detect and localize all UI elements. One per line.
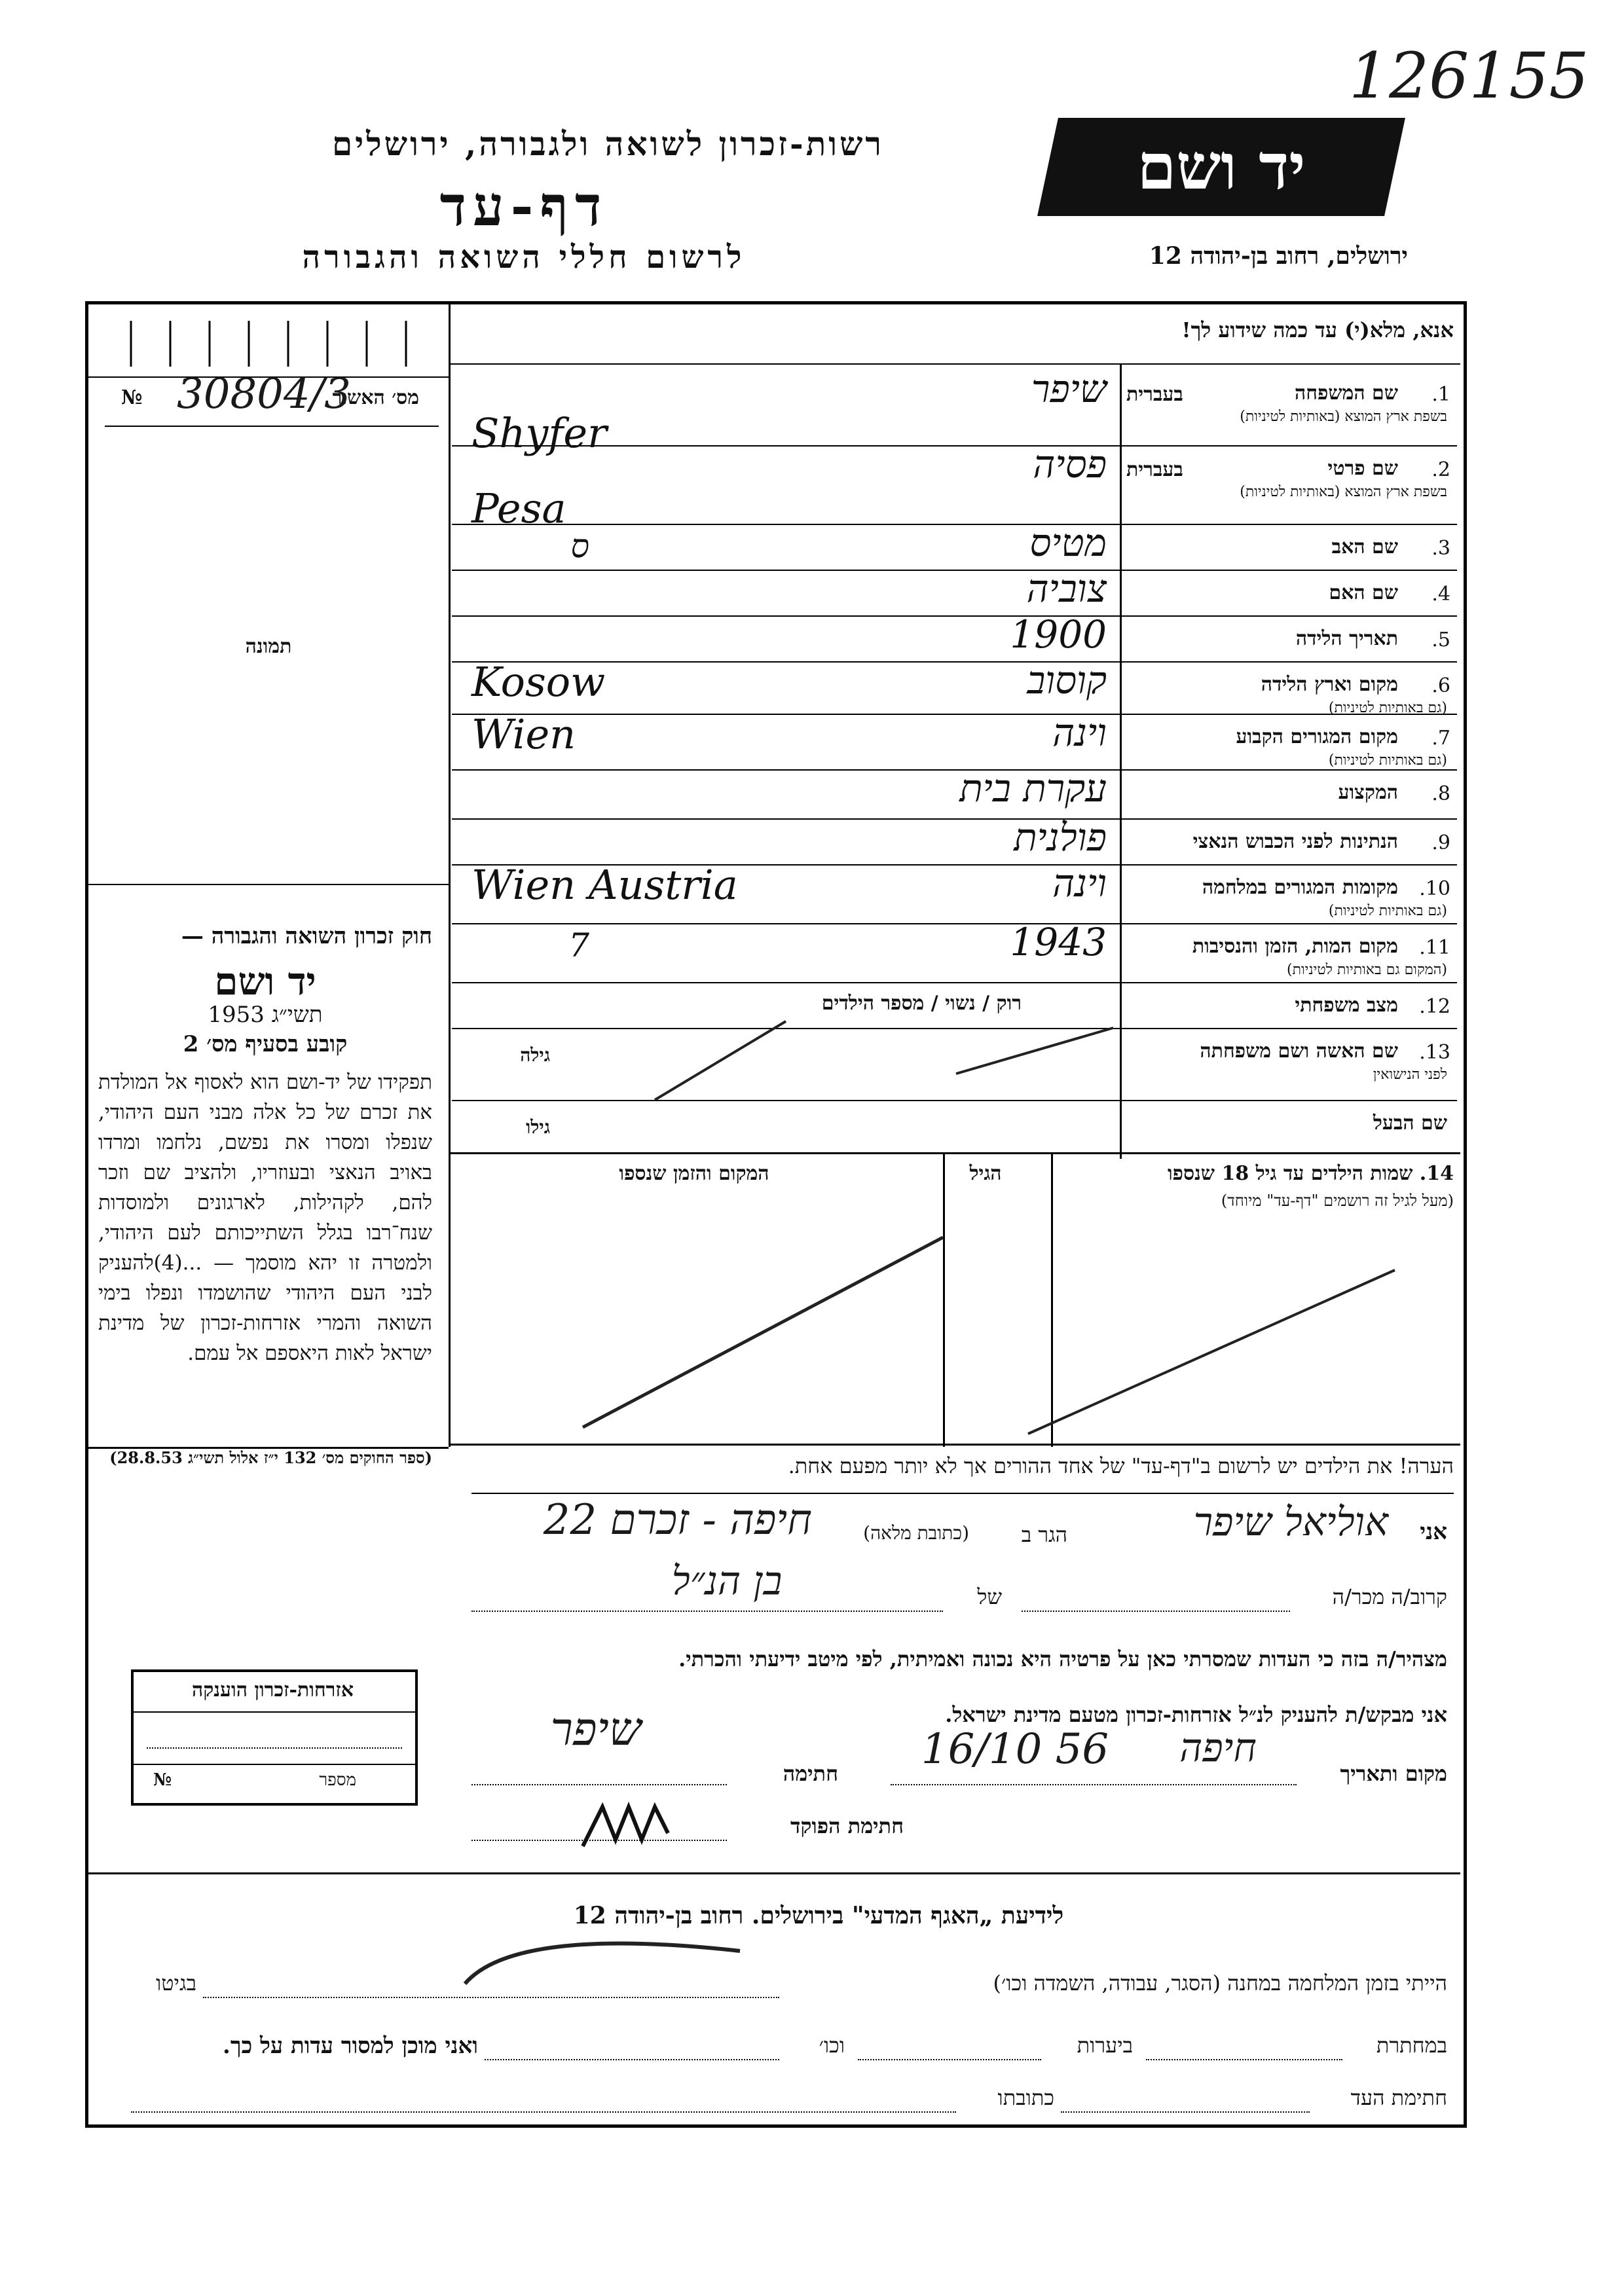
law-year: תשי״ג 1953 — [208, 1002, 323, 1028]
field-sub: (גם באותיות לטיניות) — [1328, 903, 1447, 919]
divider — [105, 426, 439, 427]
children-place-col: המקום והזמן שנספו — [619, 1162, 769, 1185]
field-value-latin: Shyfer — [471, 409, 607, 457]
declaration: מצהיר/ה בזה כי העדות שמסרתי כאן על פרטיה היא נכונה ואמיתית, לפי מיטב ידיעתי והכרתי. — [678, 1647, 1447, 1671]
field-label: תאריך הלידה — [1295, 627, 1398, 650]
field-number: 11. — [1419, 936, 1450, 959]
ghetto-line — [203, 1997, 779, 1998]
field-extra: 7 — [568, 926, 589, 964]
field-number: 6. — [1431, 674, 1450, 697]
info-hiding: במחתרת — [1376, 2033, 1447, 2058]
signature-line — [471, 1784, 727, 1785]
address-line — [131, 2111, 956, 2113]
approval-value: 30804/3 — [177, 370, 351, 418]
divider — [134, 1711, 415, 1713]
citizenship-title: אזרחות-זכרון הוענקה — [191, 1679, 354, 1702]
divider — [449, 1152, 1460, 1154]
field-label: שם האשה ושם משפחתה — [1200, 1040, 1398, 1063]
field-value-hebrew: פסיה — [1033, 442, 1107, 486]
citizenship-no: № — [153, 1770, 172, 1790]
field-options: רוק / נשוי / מספר הילדים — [821, 992, 1022, 1015]
declarant-address: חיפה - זכרם 22 — [543, 1496, 812, 1544]
field-label: מקומות המגורים במלחמה — [1202, 876, 1398, 899]
info-title: לידיעת „האגף המדעי" בירושלים. רחוב בן-יהודה 12 — [573, 1902, 1064, 1929]
intro-text: אנא, מלא(י) עד כמה שידוע לך! — [1181, 318, 1454, 342]
field-sub: לפני הנישואין — [1373, 1066, 1447, 1083]
place-date-label: מקום ותאריך — [1340, 1761, 1447, 1786]
field-number: 10. — [1419, 877, 1450, 900]
field-value-latin: Wien — [471, 710, 576, 758]
yad-vashem-logo — [1037, 118, 1405, 216]
info-etc: וכו׳ — [819, 2033, 845, 2058]
field-number: 8. — [1431, 782, 1450, 805]
declarant-name: אוליאל שיפר — [1193, 1499, 1388, 1545]
field-value-latin: Pesa — [471, 484, 566, 532]
field-label: שם המשפחה — [1294, 382, 1398, 405]
law-clause: קובע בסעיף מס׳ 2 — [183, 1031, 348, 1057]
field-label: הנתינות לפני הכבוש הנאצי — [1192, 830, 1398, 853]
children-strike — [452, 1218, 1454, 1440]
children-title: 14. שמות הילדים עד גיל 18 שנספו — [1167, 1162, 1454, 1185]
field-value-hebrew: וינה — [1052, 861, 1107, 905]
approval-no: № — [121, 386, 143, 409]
forests-line — [858, 2059, 1041, 2060]
field-age: גילה — [520, 1044, 550, 1066]
field-value-hebrew: פולנית — [1014, 815, 1107, 860]
field-number: 13. — [1419, 1041, 1450, 1064]
ticks-row — [92, 308, 445, 373]
info-camp-line: הייתי בזמן המלחמה במחנה (הסגר, עבודה, השמדה וכו׳) — [993, 1971, 1447, 1995]
info-witness-sig: חתימת העד — [1350, 2085, 1447, 2110]
approval-label: מס׳ האשור — [332, 386, 419, 409]
info-ghetto: בגיטו — [156, 1971, 196, 1995]
law-body: תפקידו של יד-ושם הוא לאסוף אל המולדת את זכרם של כל אלה מבני העם היהודי, שנפלו ומסרו את נפשם, נלחמו ומרדו באויב הנאצי ובעוזריו, ולהציב שם וזכר להם, לקהילות, לארגונים ולמוסדות שנח־רבו בגלל השתייכותם לעם היהודי, ולמטרה זו יהא מוסמך — ...(4)להעניק לבני העם היהודי שהושמדו ונפלו בימי השואה והמרי אזרחות-זכרון של מדינת ישראל לאות היאספם אל עמם. — [98, 1070, 432, 1365]
field-number: 3. — [1431, 537, 1450, 560]
field-lang: בעברית — [1126, 383, 1183, 406]
divider — [88, 884, 449, 885]
field-value-hebrew: שיפר — [1031, 367, 1107, 411]
photo-label: תמונה — [245, 635, 292, 658]
witness-line — [1061, 2111, 1310, 2113]
field-value-hebrew: 1943 — [1010, 920, 1107, 964]
hiding-line — [1146, 2059, 1342, 2060]
declarant-resides: הגר ב — [1021, 1522, 1067, 1547]
date-value: 16/10 56 — [921, 1725, 1109, 1774]
citizenship-number: מספר — [319, 1770, 356, 1790]
children-sub: (מעל לגיל זה רושמים "דף-עד" מיוחד) — [1221, 1192, 1454, 1210]
law-reference: (ספר החוקים מס׳ 132 י״ז אלול תשי״ג 28.8.53) — [109, 1448, 432, 1467]
field-value-latin: Kosow — [471, 658, 606, 706]
form-title: דף-עד — [439, 173, 608, 238]
date-line — [891, 1784, 1297, 1785]
field-label: מקום המגורים הקבוע — [1236, 725, 1398, 748]
field-label: מצב משפחתי — [1295, 994, 1398, 1017]
field-label: שם האב — [1331, 536, 1398, 558]
field-value-hebrew: וינה — [1052, 710, 1107, 755]
relation-value: בן הנ״ל — [671, 1558, 783, 1604]
field-number: 4. — [1431, 583, 1450, 606]
citizenship-line — [147, 1747, 402, 1749]
form-subtitle: לרשום חללי השואה והגבורה — [302, 239, 746, 276]
divider — [88, 1872, 1460, 1874]
archive-number: 126155 — [1349, 39, 1589, 113]
citizenship-box — [131, 1669, 418, 1806]
field-label: שם הבעל — [1373, 1112, 1447, 1135]
info-ready: ואני מוכן למסור עדות על כך. — [223, 2033, 478, 2059]
law-name: יד ושם — [214, 959, 316, 1004]
field-sub: (גם באותיות לטיניות) — [1328, 752, 1447, 769]
divider — [449, 1444, 1460, 1446]
divider — [134, 1764, 415, 1765]
field-value-hebrew: מטיס — [1029, 520, 1107, 565]
declarant-address-label: (כתובת מלאה) — [863, 1522, 969, 1544]
logo-text: יד ושם — [1137, 130, 1306, 204]
etc-line — [485, 2059, 779, 2060]
field-value-hebrew: עקרת בית — [959, 766, 1107, 811]
signature-value: שיפר — [550, 1702, 642, 1756]
field-sub: בשפת ארץ המוצא (באותיות לטיניות) — [1240, 409, 1447, 425]
field-label: שם האם — [1329, 581, 1398, 604]
field-number: 1. — [1431, 383, 1450, 406]
declarant-i: אני — [1420, 1519, 1447, 1545]
field-label: המקצוע — [1338, 781, 1398, 804]
officer-label: חתימת הפוקד — [790, 1813, 904, 1838]
field-label: מקום המות, הזמן והנסיבות — [1192, 935, 1398, 958]
children-age-col: הגיל — [969, 1162, 1002, 1185]
field-sub: בשפת ארץ המוצא (באותיות לטיניות) — [1240, 484, 1447, 500]
field-extra: ס — [570, 527, 589, 565]
field-lang: בעברית — [1126, 458, 1183, 481]
field-sub: (המקום גם באותיות לטיניות) — [1287, 962, 1447, 978]
info-address: כתובתו — [997, 2085, 1054, 2110]
field-value-hebrew: 1900 — [1010, 612, 1107, 657]
field-value-latin: Wien Austria — [471, 861, 738, 909]
info-scribble — [426, 1931, 753, 2010]
field-number: 2. — [1431, 458, 1450, 481]
divider — [449, 363, 1460, 365]
header-address: ירושלים, רחוב בן-יהודה 12 — [1149, 242, 1408, 270]
of-label: של — [977, 1584, 1002, 1609]
signature-label: חתימה — [783, 1761, 838, 1786]
left-column-divider — [449, 304, 451, 1447]
of-line — [471, 1611, 943, 1612]
field-sub: (גם באותיות לטיניות) — [1328, 700, 1447, 716]
request: אני מבקש/ת להעניק לנ״ל אזרחות-זכרון מטעם מדינת ישראל. — [945, 1702, 1447, 1727]
relative-line — [1022, 1611, 1290, 1612]
relative-label: קרוב/ה מכר/ה — [1332, 1584, 1447, 1609]
field-value-hebrew: קוסוב — [1027, 658, 1107, 702]
divider — [88, 1447, 449, 1449]
marital-strike — [589, 1002, 1179, 1106]
info-forests: ביערות — [1077, 2033, 1133, 2058]
officer-initials — [576, 1794, 674, 1853]
law-title: חוק זכרון השואה והגבורה — — [181, 923, 432, 949]
place-value: חיפה — [1179, 1725, 1257, 1771]
divider — [471, 1493, 1454, 1494]
note-text: הערה! את הילדים יש לרשום ב"דף-עד" של אחד ההורים אך לא יותר מפעם אחת. — [788, 1453, 1454, 1478]
field-number: 5. — [1431, 629, 1450, 651]
field-label: שם פרטי — [1327, 457, 1398, 480]
field-value-hebrew: צוביה — [1026, 566, 1107, 611]
authority-title: רשות-זכרון לשואה ולגבורה, ירושלים — [331, 124, 884, 163]
field-number: 7. — [1431, 727, 1450, 750]
field-label: מקום וארץ הלידה — [1261, 673, 1398, 696]
field-age: גילו — [526, 1116, 550, 1138]
field-number: 12. — [1419, 995, 1450, 1018]
field-number: 9. — [1431, 831, 1450, 854]
